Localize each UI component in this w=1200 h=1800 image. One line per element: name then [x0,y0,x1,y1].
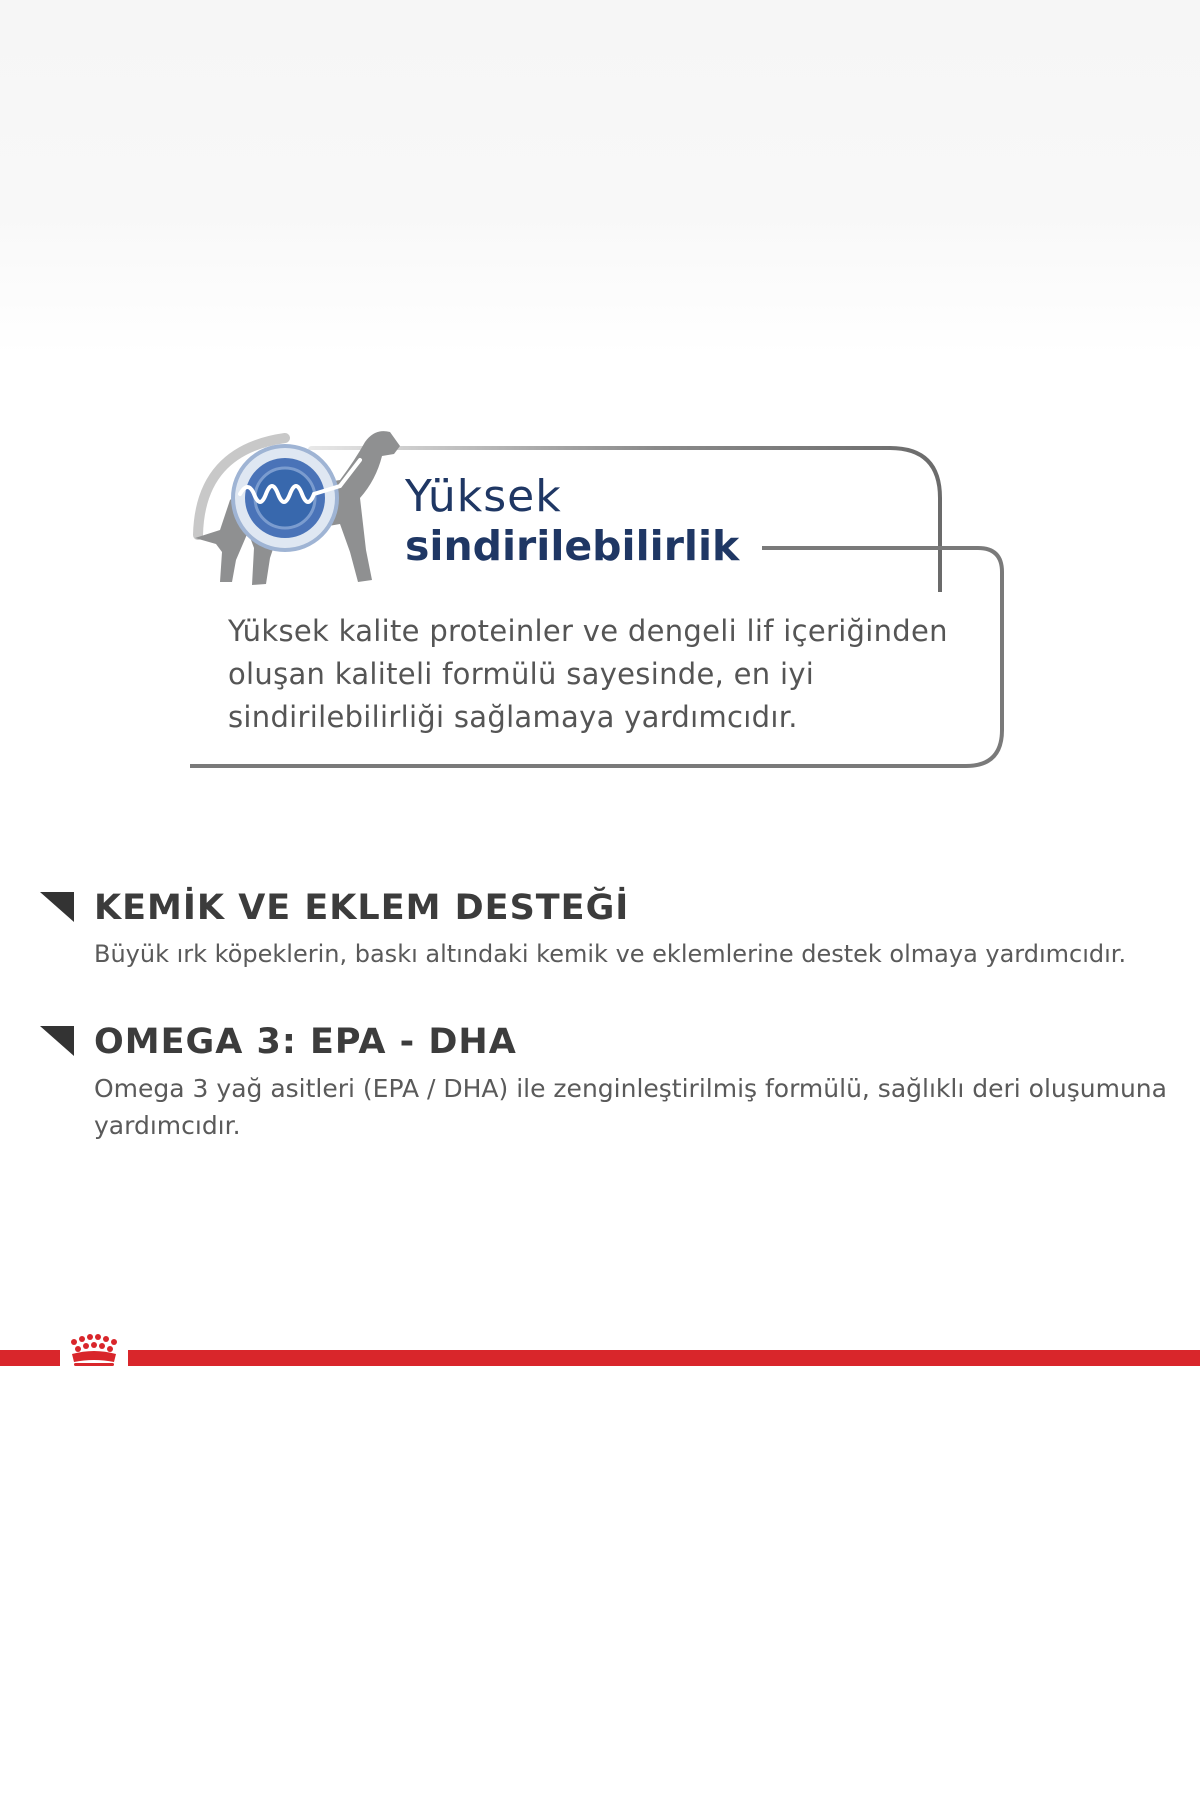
feature-card-body: Yüksek kalite proteinler ve dengeli lif içeriğinden oluşan kaliteli formülü sayesinde, en iyi sindirilebilirliği sağlamaya yardımcıdır. [228,614,948,734]
brand-bar-left [0,1350,60,1366]
brand-bar-right [128,1350,1200,1366]
feature-title-line1: Yüksek [405,471,562,522]
feature-card-digestibility [190,420,1020,790]
crown-logo [66,1334,122,1368]
triangle-marker-icon [40,1026,74,1056]
triangle-marker-icon [40,892,74,922]
dog-digestion-icon [190,420,410,600]
feature-card-title [405,472,739,570]
brand-footer-bar [0,1350,1200,1370]
benefit-title: KEMİK VE EKLEM DESTEĞİ [94,888,630,928]
benefit-title: OMEGA 3: EPA - DHA [94,1022,517,1062]
benefit-description: Omega 3 yağ asitleri (EPA / DHA) ile zenginleştirilmiş formülü, sağlıklı deri oluşumuna yardımcıdır. [94,1074,1167,1140]
benefit-description: Büyük ırk köpeklerin, baskı altındaki kemik ve eklemlerine destek olmaya yardımcıdır. [94,940,1127,968]
top-background-band [0,0,1200,355]
feature-title-line2: sindirilebilirlik [405,521,740,570]
